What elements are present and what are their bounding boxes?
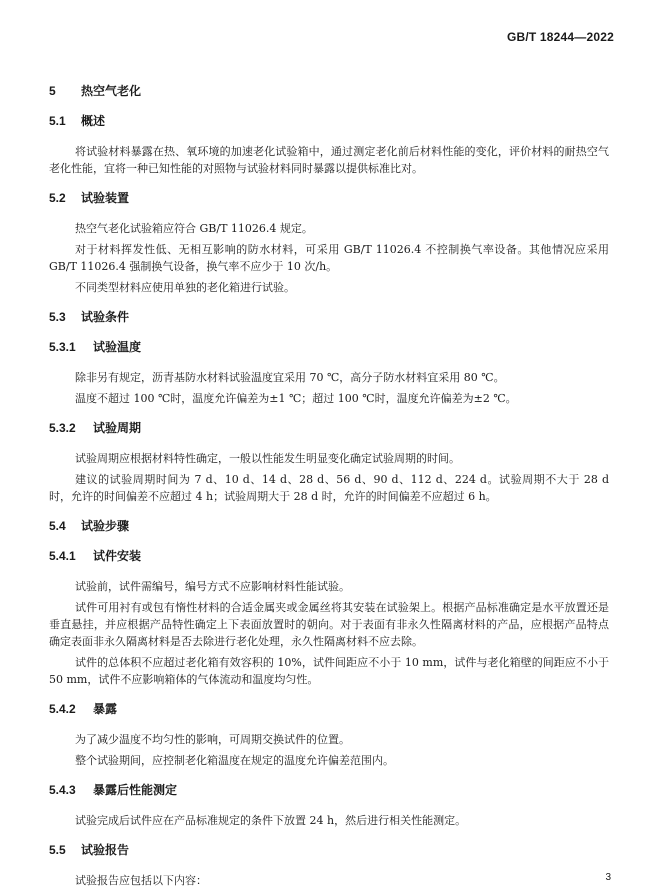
section-number: 5.3.1 bbox=[49, 340, 76, 354]
section-5-5-heading bbox=[49, 842, 609, 858]
paragraph: 建议的试验周期时间为 7 d、10 d、14 d、28 d、56 d、90 d、112 d、224 d。试验周期不大于 28 d 时，允许的时间偏差不应超过 4 h；试验周期大于 28 d 时，允许的时间偏差不应超过 6 h。 bbox=[49, 473, 609, 503]
section-title: 试验报告 bbox=[81, 843, 130, 857]
section-number: 5.3 bbox=[49, 310, 66, 324]
section-5-3-2-heading bbox=[49, 420, 609, 436]
section-5-2-heading bbox=[49, 190, 609, 206]
paragraph: 为了减少温度不均匀性的影响，可周期交换试件的位置。 bbox=[75, 733, 350, 746]
paragraph: 温度不超过 100 ℃时，温度允许偏差为±1 ℃；超过 100 ℃时，温度允许偏差为±2 ℃。 bbox=[75, 392, 517, 405]
section-title: 概述 bbox=[81, 114, 106, 128]
section-title: 试验装置 bbox=[81, 191, 130, 205]
paragraph: 整个试验期间，应控制老化箱温度在规定的温度允许偏差范围内。 bbox=[75, 754, 394, 767]
section-title: 暴露后性能测定 bbox=[93, 783, 178, 797]
page-number: 3 bbox=[605, 872, 611, 883]
paragraph: 试验前，试件需编号，编号方式不应影响材料性能试验。 bbox=[75, 580, 350, 593]
paragraph: 试验周期应根据材料特性确定，一般以性能发生明显变化确定试验周期的时间。 bbox=[75, 452, 460, 465]
section-number: 5.1 bbox=[49, 114, 66, 128]
section-5-4-1-heading bbox=[49, 548, 609, 564]
section-number: 5.4.2 bbox=[49, 702, 76, 716]
section-number: 5.4 bbox=[49, 519, 66, 533]
paragraph: 试件的总体积不应超过老化箱有效容积的 10%，试件间距应不小于 10 mm，试件与老化箱壁的间距应不小于 50 mm，试件不应影响箱体的气体流动和温度均匀性。 bbox=[49, 656, 609, 686]
section-5-4-2-heading bbox=[49, 701, 609, 717]
paragraph: 试件可用衬有或包有惰性材料的合适金属夹或金属丝将其安装在试验架上。根据产品标准确定是水平放置还是垂直悬挂，并应根据产品特性确定上下表面放置时的朝向。对于表面有非永久性隔离材料的产品，应根据产品特点确定表面非永久隔离材料是否去除进行老化处理，永久性隔离材料不应去除。 bbox=[49, 601, 609, 648]
section-number: 5.3.2 bbox=[49, 421, 76, 435]
paragraph: 将试验材料暴露在热、氧环境的加速老化试验箱中，通过测定老化前后材料性能的变化，评价材料的耐热空气老化性能，宜将一种已知性能的对照物与试验材料同时暴露以提供标准比对。 bbox=[49, 145, 609, 175]
paragraph: 试验完成后试件应在产品标准规定的条件下放置 24 h，然后进行相关性能测定。 bbox=[75, 814, 467, 827]
paragraph: 对于材料挥发性低、无相互影响的防水材料，可采用 GB/T 11026.4 不控制换气率设备。其他情况应采用 GB/T 11026.4 强制换气设备，换气率不应少于 10 次/h。 bbox=[49, 243, 609, 273]
page-content bbox=[49, 83, 609, 893]
section-5-4-3-heading bbox=[49, 782, 609, 798]
section-number: 5.4.3 bbox=[49, 783, 76, 797]
section-5-3-1-heading bbox=[49, 339, 609, 355]
section-5-4-heading bbox=[49, 518, 609, 534]
paragraph: 不同类型材料应使用单独的老化箱进行试验。 bbox=[75, 281, 295, 294]
section-5-3-heading bbox=[49, 309, 609, 325]
section-number: 5.4.1 bbox=[49, 549, 76, 563]
section-title: 试件安装 bbox=[93, 549, 142, 563]
paragraph: 除非另有规定，沥青基防水材料试验温度宜采用 70 ℃，高分子防水材料宜采用 80 ℃。 bbox=[75, 371, 505, 384]
section-title: 热空气老化 bbox=[81, 84, 142, 98]
standard-id: GB/T 18244—2022 bbox=[506, 30, 614, 44]
section-title: 试验条件 bbox=[81, 310, 130, 324]
section-title: 暴露 bbox=[93, 702, 118, 716]
section-number: 5.5 bbox=[49, 843, 66, 857]
section-5-heading bbox=[49, 83, 609, 99]
section-title: 试验温度 bbox=[93, 340, 142, 354]
paragraph: 热空气老化试验箱应符合 GB/T 11026.4 规定。 bbox=[75, 222, 313, 235]
section-title: 试验步骤 bbox=[81, 519, 130, 533]
paragraph: 试验报告应包括以下内容： bbox=[75, 874, 207, 887]
section-number: 5 bbox=[49, 84, 56, 98]
section-title: 试验周期 bbox=[93, 421, 142, 435]
section-5-1-heading bbox=[49, 113, 609, 129]
section-number: 5.2 bbox=[49, 191, 66, 205]
